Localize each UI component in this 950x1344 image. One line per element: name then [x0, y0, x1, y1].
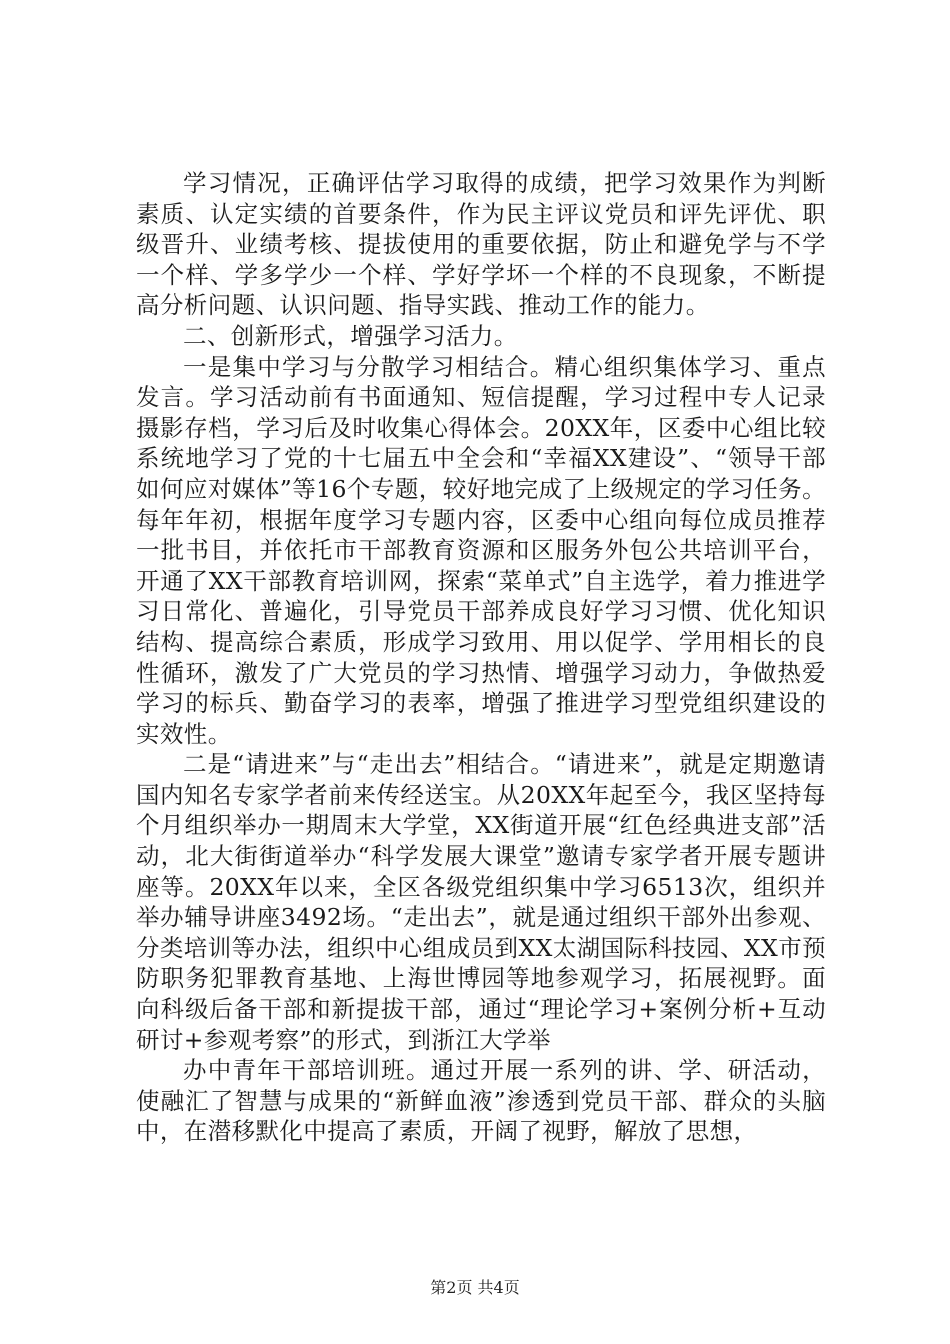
paragraph-invite-and-go-out: 二是“请进来”与“走出去”相结合。“请进来”，就是定期邀请国内知名专家学者前来传经送宝。从20XX年起至今，我区坚持每个月组织举办一期周末大学堂，XX街道开展“红色经典进支部”活动，北大街街道举办“科学发展大课堂”邀请专家学者开展专题讲座等。20XX年以来，全区各级党组织集中学习6513次，组织并举办辅导讲座3492场。“走出去”，就是通过组织干部外出参观、分类培训等办法，组织中心组成员到XX太湖国际科技园、XX市预防职务犯罪教育基地、上海世博园等地参观学习，拓展视野。面向科级后备干部和新提拔干部，通过“理论学习+案例分析+互动研讨+参观考察”的形式，到浙江大学举 [136, 750, 826, 1054]
section-heading-innovation: 二、创新形式，增强学习活力。 [183, 321, 518, 350]
page-footer: 第2页 共4页 [430, 1278, 520, 1297]
paragraph-centralized-study: 一是集中学习与分散学习相结合。精心组织集体学习、重点发言。学习活动前有书面通知、短信提醒，学习过程中专人记录摄影存档，学习后及时收集心得体会。20XX年，区委中心组比较系统地学习了党的十七届五中全会和“幸福XX建设”、“领导干部如何应对媒体”等16个专题，较好地完成了上级规定的学习任务。每年年初，根据年度学习专题内容，区委中心组向每位成员推荐一批书目，并依托市干部教育资源和区服务外包公共培训平台，开通了XX干部教育培训网，探索“菜单式”自主选学，着力推进学习日常化、普遍化，引导党员干部养成良好学习习惯、优化知识结构、提高综合素质，形成学习致用、用以促学、学用相长的良性循环，激发了广大党员的学习热情、增强学习动力，争做热爱学习的标兵、勤奋学习的表率，增强了推进学习型党组织建设的实效性。 [136, 352, 826, 748]
document-body [136, 168, 826, 1147]
paragraph-study-evaluation: 学习情况，正确评估学习取得的成绩，把学习效果作为判断素质、认定实绩的首要条件，作为民主评议党员和评先评优、职级晋升、业绩考核、提拔使用的重要依据，防止和避免学与不学一个样、学多学少一个样、学好学坏一个样的不良现象，不断提高分析问题、认识问题、指导实践、推动工作的能力。 [136, 169, 826, 320]
paragraph-training-class: 办中青年干部培训班。通过开展一系列的讲、学、研活动，使融汇了智慧与成果的“新鲜血液”渗透到党员干部、群众的头脑中，在潜移默化中提高了素质，开阔了视野，解放了思想， [136, 1056, 826, 1146]
